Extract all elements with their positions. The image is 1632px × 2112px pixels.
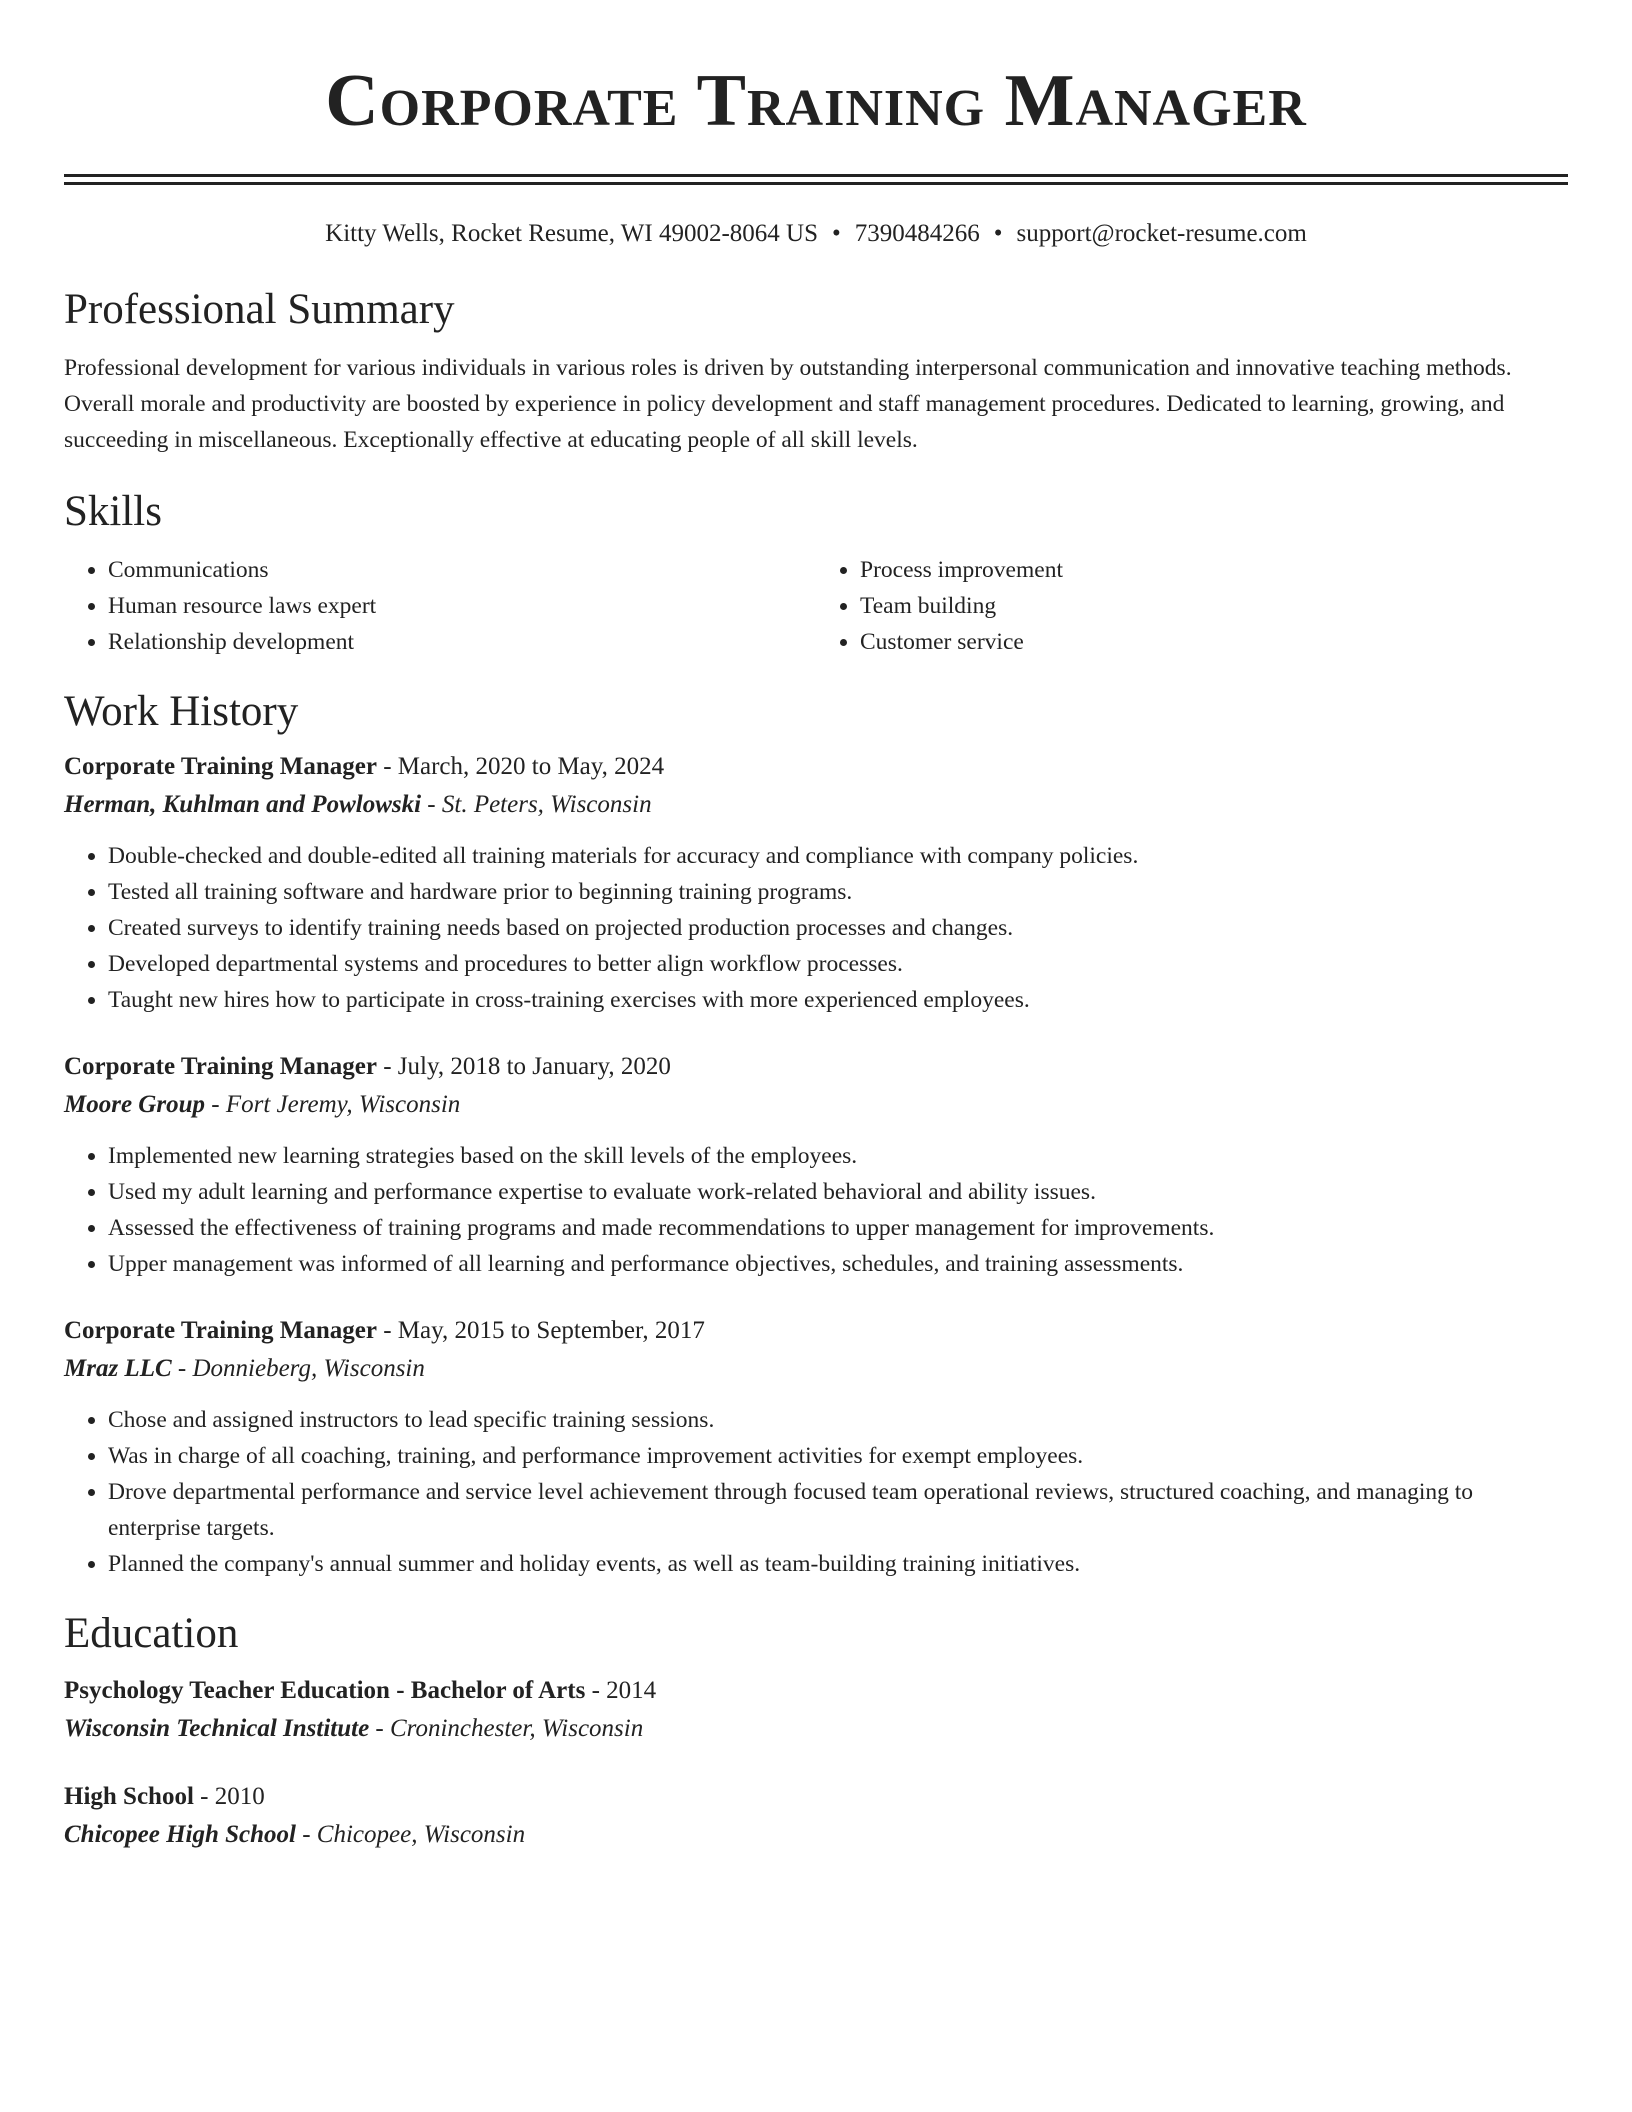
job-dates: - May, 2015 to September, 2017 bbox=[383, 1317, 705, 1344]
education-school-line bbox=[64, 1816, 1568, 1854]
job-bullet: • Drove departmental performance and service level achievement through focused team operational reviews, structured coaching, and managing to enterprise targets. bbox=[108, 1474, 1568, 1546]
job-location: - Fort Jeremy, Wisconsin bbox=[211, 1091, 461, 1118]
summary-heading: Professional Summary bbox=[64, 286, 455, 333]
job-company: Moore Group bbox=[64, 1091, 205, 1118]
job-bullet: • Tested all training software and hardware prior to beginning training programs. bbox=[108, 874, 1568, 910]
skill-item: • Relationship development bbox=[108, 624, 816, 660]
job-company-line bbox=[64, 1086, 1568, 1124]
job-bullet: • Was in charge of all coaching, training, and performance improvement activities for exempt employees. bbox=[108, 1438, 1568, 1474]
skill-item: • Communications bbox=[108, 552, 816, 588]
education-degree-line bbox=[64, 1672, 1568, 1710]
education-year: - 2010 bbox=[200, 1783, 265, 1810]
job-location: - Donnieberg, Wisconsin bbox=[177, 1355, 425, 1382]
contact-separator: • bbox=[832, 220, 841, 247]
job-bullets bbox=[64, 1138, 1568, 1282]
job-title-line bbox=[64, 1312, 1568, 1350]
job-dates: - March, 2020 to May, 2024 bbox=[383, 753, 665, 780]
education-school: Chicopee High School bbox=[64, 1821, 296, 1848]
education-entry bbox=[64, 1778, 1568, 1854]
education-location: - Chicopee, Wisconsin bbox=[302, 1821, 526, 1848]
job-location: - St. Peters, Wisconsin bbox=[427, 791, 652, 818]
job-dates: - July, 2018 to January, 2020 bbox=[383, 1053, 671, 1080]
contact-email: support@rocket-resume.com bbox=[1016, 220, 1307, 247]
resume-title: Corporate Training Manager bbox=[325, 60, 1307, 142]
job-company: Herman, Kuhlman and Powlowski bbox=[64, 791, 422, 818]
job-company-line bbox=[64, 1350, 1568, 1388]
skill-item: • Process improvement bbox=[860, 552, 1568, 588]
summary-text: Professional development for various individuals in various roles is driven by outstanding interpersonal communication and innovative teaching methods. Overall morale and productivity are boosted by experience in policy development and staff management procedures. Dedicated to learning, growing, and succeeding in miscellaneous. Exceptionally effective at educating people of all skill levels. bbox=[64, 355, 1512, 453]
skill-item: • Human resource laws expert bbox=[108, 588, 816, 624]
job-bullet: • Planned the company's annual summer and holiday events, as well as team-building training initiatives. bbox=[108, 1546, 1568, 1582]
job-bullet: • Chose and assigned instructors to lead specific training sessions. bbox=[108, 1402, 1568, 1438]
job-bullet: • Double-checked and double-edited all training materials for accuracy and compliance with company policies. bbox=[108, 838, 1568, 874]
job-bullet: • Upper management was informed of all learning and performance objectives, schedules, and training assessments. bbox=[108, 1246, 1568, 1282]
skill-item: • Team building bbox=[860, 588, 1568, 624]
skills-column-left bbox=[64, 552, 816, 660]
job-title-line bbox=[64, 1048, 1568, 1086]
job-title: Corporate Training Manager bbox=[64, 753, 377, 780]
contact-phone: 7390484266 bbox=[854, 220, 980, 247]
job-bullet: • Developed departmental systems and procedures to better align workflow processes. bbox=[108, 946, 1568, 982]
job-entry bbox=[64, 1048, 1568, 1282]
job-title: Corporate Training Manager bbox=[64, 1053, 377, 1080]
contact-separator: • bbox=[993, 220, 1003, 247]
education-degree: Psychology Teacher Education - Bachelor of Arts bbox=[64, 1677, 586, 1704]
education-location: - Croninchester, Wisconsin bbox=[375, 1715, 644, 1742]
job-title-line bbox=[64, 748, 1568, 786]
work-history-heading: Work History bbox=[64, 688, 299, 735]
skills-heading: Skills bbox=[64, 488, 162, 535]
job-entry bbox=[64, 1312, 1568, 1582]
job-title: Corporate Training Manager bbox=[64, 1317, 377, 1344]
job-bullet: • Implemented new learning strategies based on the skill levels of the employees. bbox=[108, 1138, 1568, 1174]
skill-item: • Customer service bbox=[860, 624, 1568, 660]
education-entry bbox=[64, 1672, 1568, 1748]
education-school: Wisconsin Technical Institute bbox=[64, 1715, 370, 1742]
job-bullet: • Used my adult learning and performance expertise to evaluate work-related behavioral and ability issues. bbox=[108, 1174, 1568, 1210]
title-double-rule bbox=[64, 174, 1568, 185]
job-company-line bbox=[64, 786, 1568, 824]
skills-list bbox=[64, 552, 1568, 660]
job-bullet: • Assessed the effectiveness of training programs and made recommendations to upper management for improvements. bbox=[108, 1210, 1568, 1246]
skills-column-right bbox=[816, 552, 1568, 660]
job-entry bbox=[64, 748, 1568, 1018]
job-bullets bbox=[64, 838, 1568, 1018]
job-company: Mraz LLC bbox=[64, 1355, 172, 1382]
contact-address: Kitty Wells, Rocket Resume, WI 49002-8064 US bbox=[325, 220, 819, 247]
education-school-line bbox=[64, 1710, 1568, 1748]
education-heading: Education bbox=[64, 1610, 239, 1657]
education-year: - 2014 bbox=[591, 1677, 657, 1704]
job-bullets bbox=[64, 1402, 1568, 1582]
job-bullet: • Created surveys to identify training needs based on projected production processes and changes. bbox=[108, 910, 1568, 946]
education-degree: High School bbox=[64, 1783, 194, 1810]
education-degree-line bbox=[64, 1778, 1568, 1816]
contact-line bbox=[64, 218, 1568, 250]
job-bullet: • Taught new hires how to participate in cross-training exercises with more experienced employees. bbox=[108, 982, 1568, 1018]
